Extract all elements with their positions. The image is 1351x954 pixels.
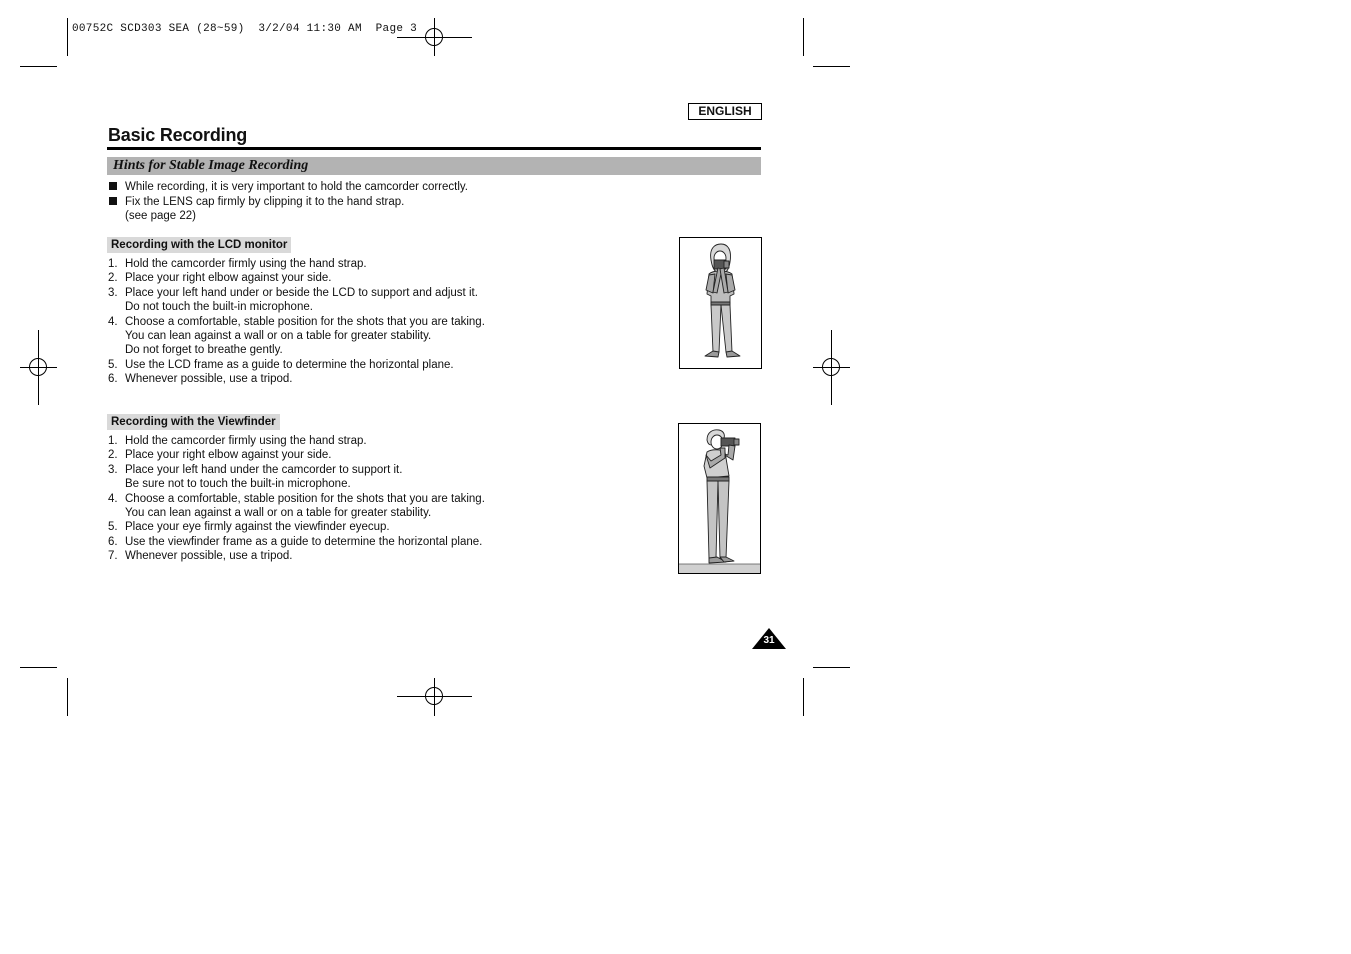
list-item: 2. Place your right elbow against your side. — [108, 449, 332, 462]
list-item: 7. Whenever possible, use a tripod. — [108, 550, 293, 563]
lcd-recording-illustration — [679, 237, 762, 369]
list-item: 6. Whenever possible, use a tripod. — [108, 373, 293, 386]
list-item: 2. Place your right elbow against your side. — [108, 272, 332, 285]
page-number-badge — [752, 628, 786, 649]
list-item: 5. Place your eye firmly against the viewfinder eyecup. — [108, 521, 390, 534]
crop-mark — [813, 66, 850, 67]
lcd-heading: Recording with the LCD monitor — [107, 237, 291, 253]
bullet-continuation: (see page 22) — [125, 210, 196, 222]
square-bullet-icon — [109, 182, 117, 190]
viewfinder-heading: Recording with the Viewfinder — [107, 414, 280, 430]
viewfinder-recording-illustration — [678, 423, 761, 574]
crop-mark — [20, 667, 57, 668]
lcd-steps-list — [108, 257, 485, 387]
crop-mark — [67, 678, 68, 716]
bullet-text: Fix the LENS cap firmly by clipping it to the hand strap. — [125, 196, 405, 208]
crop-mark — [20, 66, 57, 67]
list-item: 6. Use the viewfinder frame as a guide to determine the horizontal plane. — [108, 535, 483, 548]
list-item: 3. Place your left hand under the camcorder to support it. Be sure not to touch the built-in microphone. — [108, 463, 403, 491]
section-title: Hints for Stable Image Recording — [113, 158, 309, 173]
list-item: 3. Place your left hand under or beside the LCD to support and adjust it. Do not touch the built-in microphone. — [108, 286, 478, 314]
intro-bullet — [109, 195, 404, 209]
language-badge: ENGLISH — [688, 103, 762, 120]
section-header — [107, 157, 761, 175]
bullet-text: While recording, it is very important to hold the camcorder correctly. — [125, 181, 468, 193]
title-rule — [107, 147, 761, 150]
square-bullet-icon — [109, 197, 117, 205]
crop-mark — [67, 18, 68, 56]
list-item: 4. Choose a comfortable, stable position for the shots that you are taking. You can lean against a wall or on a table for greater stability. Do not forget to breathe gently. — [108, 315, 485, 357]
crop-mark — [803, 678, 804, 716]
crop-mark — [803, 18, 804, 56]
page-title: Basic Recording — [108, 125, 248, 145]
person-lcd-figure — [680, 238, 761, 368]
list-item: 5. Use the LCD frame as a guide to determine the horizontal plane. — [108, 358, 454, 371]
list-item: 1. Hold the camcorder firmly using the hand strap. — [108, 435, 367, 447]
viewfinder-steps-list — [108, 434, 485, 564]
crop-mark — [813, 667, 850, 668]
list-item: 4. Choose a comfortable, stable position for the shots that you are taking. You can lean against a wall or on a table for greater stability. — [108, 492, 485, 520]
list-item: 1. Hold the camcorder firmly using the hand strap. — [108, 258, 367, 270]
intro-bullet — [109, 180, 468, 194]
person-viewfinder-figure — [679, 424, 760, 573]
print-slug: 00752C SCD303 SEA (28~59) 3/2/04 11:30 AM Page 3 — [72, 23, 418, 35]
page-number: 31 — [763, 635, 775, 646]
